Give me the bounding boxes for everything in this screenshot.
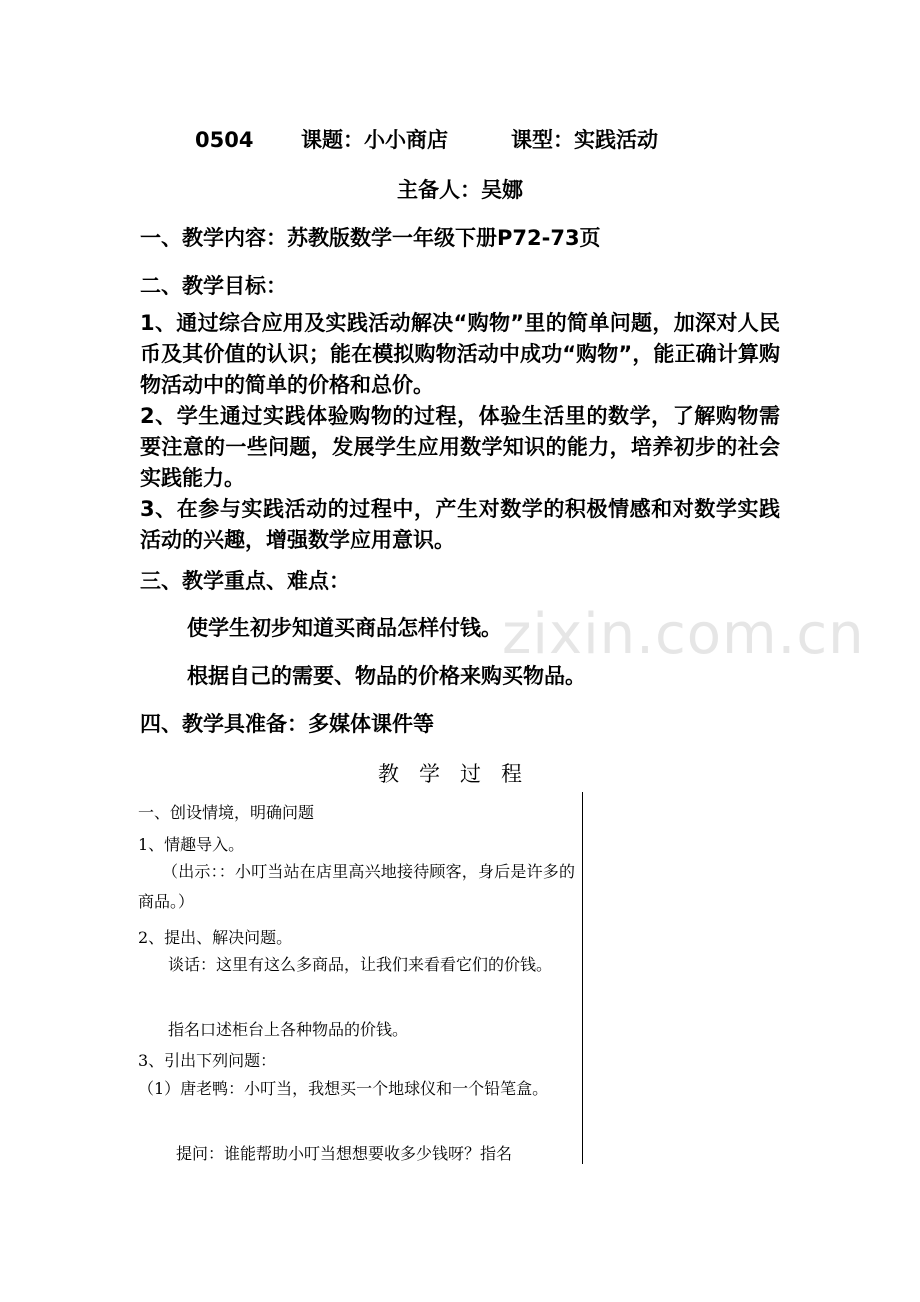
key-point-1: 使学生初步知道买商品怎样付钱。 — [187, 616, 502, 640]
lesson-code: 0504 — [195, 128, 254, 152]
process-table-cell — [138, 792, 583, 1164]
lesson-topic: 课题：小小商店 — [301, 128, 448, 152]
goal-1: 1、通过综合应用及实践活动解决“购物”里的简单问题，加深对人民币及其价值的认识；能在模拟购物活动中成功“购物”，能正确计算购物活动中的简单的价格和总价。 — [140, 311, 780, 397]
author-line: 主备人：吴娜 — [397, 178, 523, 202]
process-item: （1）唐老鸭：小叮当，我想买一个地球仪和一个铅笔盒。 — [138, 1079, 549, 1098]
process-item: 3、引出下列问题： — [138, 1051, 277, 1070]
key-point-2: 根据自己的需要、物品的价格来购买物品。 — [187, 664, 586, 688]
process-item: 1、情趣导入。 — [138, 835, 245, 854]
goal-3: 3、在参与实践活动的过程中，产生对数学的积极情感和对数学实践活动的兴趣，增强数学应用意识。 — [140, 497, 780, 552]
section-content: 一、教学内容：苏教版数学一年级下册P72-73页 — [140, 226, 601, 250]
goal-2: 2、学生通过实践体验购物的过程，体验生活里的数学，了解购物需要注意的一些问题，发展学生应用数学知识的能力，培养初步的社会实践能力。 — [140, 404, 780, 490]
process-item: 2、提出、解决问题。 — [138, 928, 293, 947]
lesson-header — [195, 124, 658, 154]
section-goals-title: 二、教学目标： — [140, 274, 287, 298]
lesson-type: 课型：实践活动 — [511, 128, 658, 152]
process-item: 指名口述柜台上各种物品的价钱。 — [168, 1020, 409, 1039]
process-item: 提问：谁能帮助小叮当想想要收多少钱呀？指名 — [176, 1144, 513, 1163]
process-step-heading: 一、创设情境，明确问题 — [138, 803, 315, 822]
section-key-title: 三、教学重点、难点： — [140, 569, 350, 593]
watermark-text: zixin.com.cn — [502, 602, 865, 667]
section-preparation: 四、教学具准备：多媒体课件等 — [140, 712, 434, 736]
process-item: 谈话：这里有这么多商品，让我们来看看它们的价钱。 — [168, 955, 553, 974]
process-item: （出示：：小叮当站在店里高兴地接待顾客，身后是许多的商品。） — [138, 862, 575, 911]
process-title: 教学过程 — [378, 762, 542, 786]
